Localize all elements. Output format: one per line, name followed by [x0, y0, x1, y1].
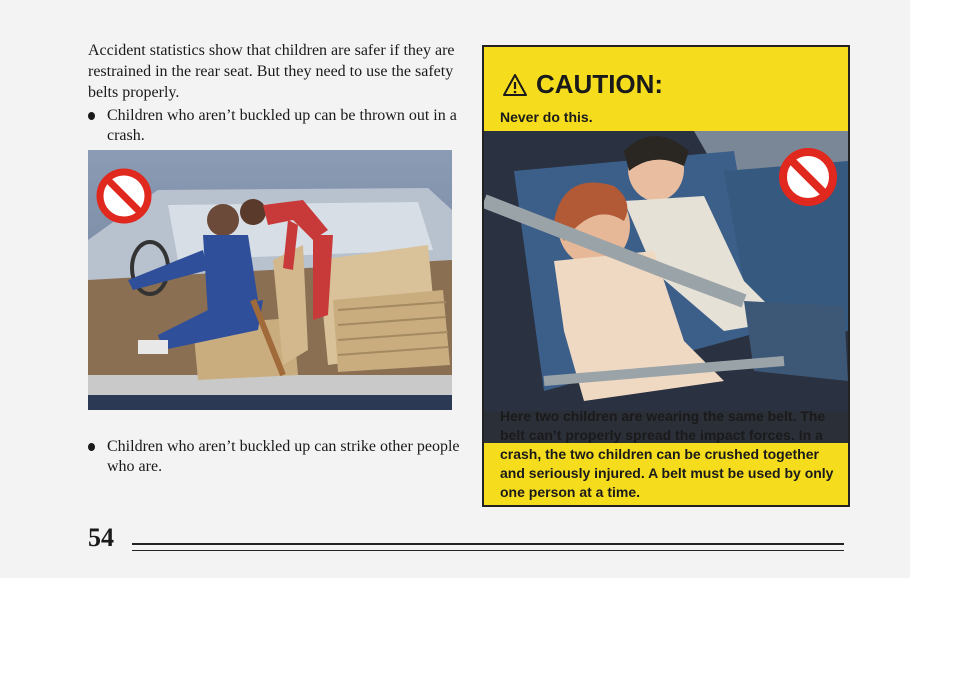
- photo-two-children-one-belt: [484, 131, 848, 443]
- page-number: 54: [88, 523, 114, 552]
- bullet-dot: [88, 112, 95, 120]
- bullet-thrown-out: [88, 106, 468, 146]
- caution-subheading: Never do this.: [500, 109, 593, 125]
- prohibition-icon: [96, 168, 152, 224]
- bullet-text: Children who aren’t buckled up can be thrown out in a crash.: [107, 107, 457, 144]
- footer-rule: [132, 550, 844, 551]
- illustration-unbuckled-children: [88, 150, 452, 410]
- warning-triangle-icon: [502, 73, 528, 97]
- caution-heading: [502, 69, 663, 100]
- intro-paragraph: Accident statistics show that children are safer if they are restrained in the rear seat. But they need to use the safety belts properly.: [88, 42, 455, 101]
- bullet-strike-others: [88, 437, 468, 477]
- bullet-text: Children who aren’t buckled up can strike other people who are.: [107, 438, 460, 475]
- caution-box: [482, 45, 850, 507]
- bullet-dot: [88, 443, 95, 451]
- footer-rule: [132, 543, 844, 545]
- caution-body-text: Here two children are wearing the same belt. The belt can’t properly spread the impact forces. In a crash, the two children can be crushed together and seriously injured. A belt must be used by only one person at a time.: [500, 408, 834, 500]
- caution-heading-text: CAUTION:: [536, 69, 664, 99]
- prohibition-icon: [778, 147, 838, 207]
